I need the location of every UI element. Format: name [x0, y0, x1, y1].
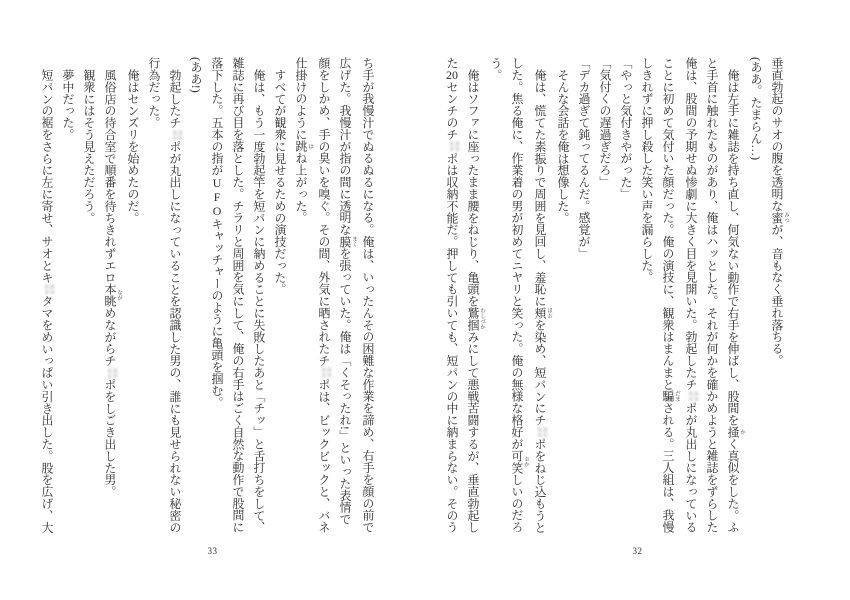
censored-glyph [538, 427, 548, 437]
text-column: 雑誌に再び目を落とした。チラリと周囲を気にして、俺の右手はごく自然な動作で股間に [231, 57, 245, 533]
text-column: すべてが観衆に見せるための演技だった。 [273, 69, 287, 296]
text-column: 俺は左手に雑誌を持ち直し、何気ない動作で右手を伸ばし、股間を掻 かく真似をした。ふ [726, 69, 745, 534]
text-column: 俺は、慌てた素振りで周囲を見回し、羞恥に頬 ほおを染め、短パンにチポをねじ込もうと [533, 69, 552, 534]
text-column: 落下した。五本の指がUFOキャッチャーのように亀頭を掴む。 [210, 57, 224, 409]
page-number-32: 32 [632, 546, 643, 556]
censored-glyph [173, 130, 183, 140]
page-32-text-block [445, 57, 789, 537]
censored-glyph [450, 141, 460, 151]
censored-glyph [689, 391, 699, 401]
text-column: 風俗店の待合室で順番を待ちきれずエロ本眺 ながめながらチポをしごき出した男。 [103, 69, 122, 498]
text-column: そんな会話を俺は想像した。 [556, 69, 570, 224]
censored-glyph [322, 367, 332, 377]
text-column: (ああ!) [189, 57, 203, 93]
text-column: 広げた。我慢汁が指の間に透明な膜 まくを張っていた。俺は「くそったれ!」といった表情で [338, 57, 357, 526]
page-number-33: 33 [207, 546, 218, 556]
text-column: 観衆にはそう見えただろう。 [82, 69, 96, 224]
text-column: 短パンの裾をさらに左に寄せ、サオとキタマをめいっぱい引き出した。股を広げ、大 [40, 69, 54, 534]
page-33-text-block [42, 57, 378, 537]
text-column: ことに初めて気付いた顔だった。俺の演技に、観衆はまんまと騙 だまされる。三人組は、我慢 [661, 57, 680, 534]
text-column: 俺は、もう一度勃起竿を短パンに納めることに失敗したあと「チッ」と舌打ちをして、 [252, 69, 266, 534]
text-column: 俺はソファに座ったまま腰をねじり、亀頭を鷲掴 わしづかみにして悪戦苦闘するが、垂直勃起し [466, 69, 485, 534]
text-column: 仕掛けのように跳 はね上がった。 [294, 57, 313, 224]
text-column: 垂直勃起のサオの腹を透明な蜜 みつが、音もなく垂れ落ちる。 [770, 57, 789, 367]
text-column: した。焦る俺に、作業着の男が初めてニヤリと笑った。俺の無様な格好が可笑 おかしいのだろ [510, 57, 529, 534]
text-column: と手首に触れたものがあり、俺はハッとした。それが何かを確かめようと雑誌をずらした [705, 57, 719, 533]
text-column: 「デカ過ぎて鈍ってるんだ。感覚が」 [577, 57, 591, 260]
censored-glyph [45, 284, 55, 294]
text-column: 「やっと気付きやがった」 [619, 57, 633, 200]
text-column: 顔をしかめ、手の臭いを嗅ぐ。その間、外気に晒されたチポは、ビックビックと、バネ [317, 57, 331, 534]
text-column: た20センチのチポは収納不能だ。押しても引いても、短パンの中に納まらない。そのう [445, 57, 459, 534]
text-column: ち手が我慢汁でぬるぬるになる。俺は、いったんその困難な作業を諦め、右手を顔の前で [361, 57, 375, 533]
censored-glyph [108, 368, 118, 378]
text-column: しきれずに押し殺した笑い声を漏らした。 [640, 57, 654, 284]
text-column: (ああ。たまらん…) [749, 57, 763, 161]
text-column: 「気付くの遅過ぎだろ」 [598, 57, 612, 188]
text-column: 俺はセンズリを始めたのだ。 [126, 69, 140, 224]
text-column: 行為だった。 [147, 57, 161, 129]
text-column: 俺は、股間の予期せぬ惨劇に大きく目を見開いた。勃起したチポが丸出しになっている [684, 57, 698, 534]
text-column: う。 [489, 57, 503, 81]
text-column: 勃起したチポが丸出しになっていることを認識した男の、誰にも見せられない秘密の [168, 69, 182, 534]
text-column: 夢中だった。 [61, 69, 75, 141]
page-32 [425, 0, 850, 600]
